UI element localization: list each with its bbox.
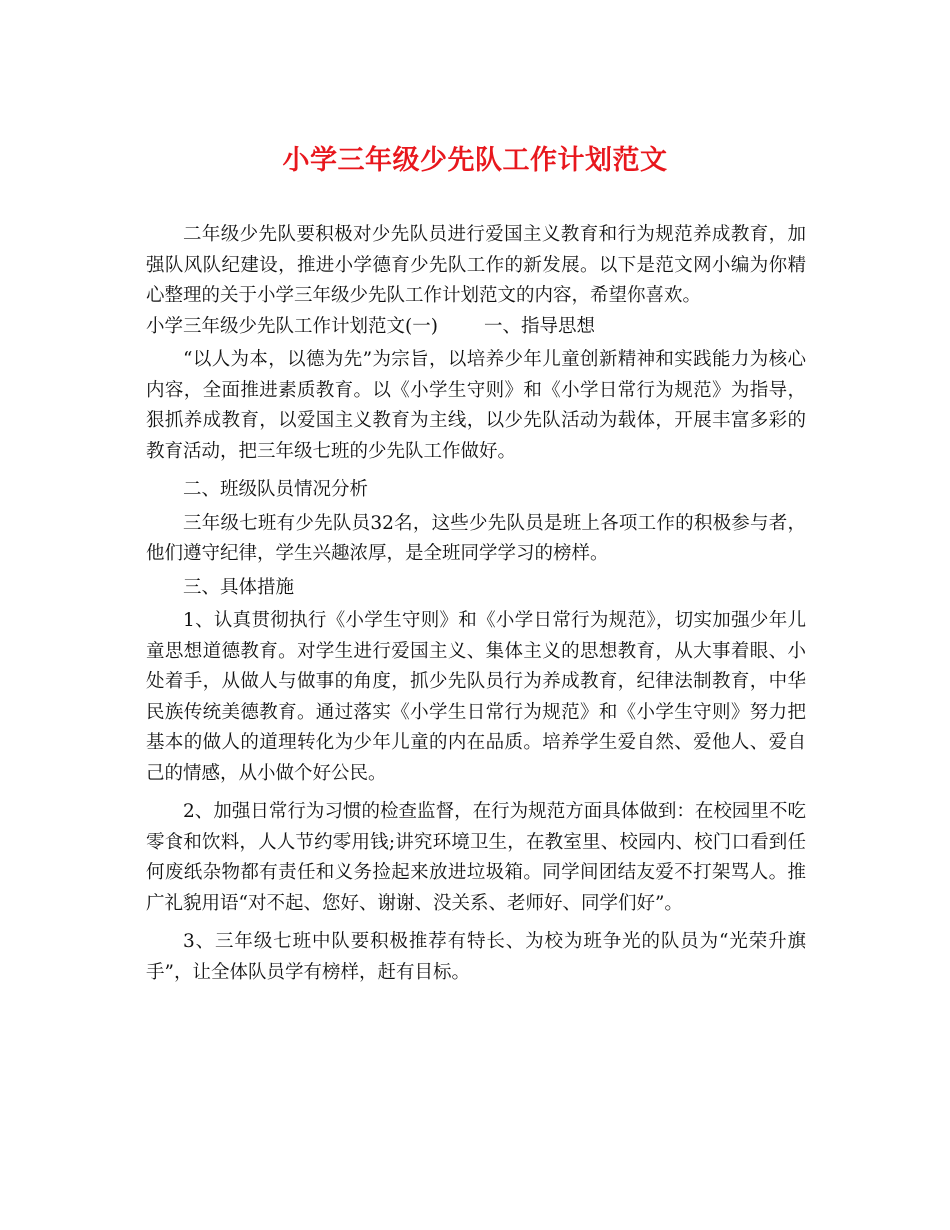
intro-paragraph: 二年级少先队要积极对少先队员进行爱国主义教育和行为规范养成教育，加强队风队纪建设，推进小学德育少先队工作的新发展。以下是范文网小编为你精心整理的关于小学三年级少先队工作计划范文的内容，希望你喜欢。 bbox=[146, 224, 806, 306]
document-body bbox=[146, 220, 806, 988]
guiding-thought-paragraph: “以人为本，以德为先”为宗旨，以培养少年儿童创新精神和实践能力为核心内容，全面推进素质教育。以《小学生守则》和《小学日常行为规范》为指导，狠抓养成教育，以爱国主义教育为主线，以少先队活动为载体，开展丰富多彩的教育活动，把三年级七班的少先队工作做好。 bbox=[146, 349, 806, 462]
measure-1-paragraph: 1、认真贯彻执行《小学生守则》和《小学日常行为规范》，切实加强少年儿童思想道德教育。对学生进行爱国主义、集体主义的思想教育，从大事着眼、小处着手，从做人与做事的角度，抓少先队员行为养成教育，纪律法制教育，中华民族传统美德教育。通过落实《小学生日常行为规范》和《小学生守则》努力把基本的做人的道理转化为少年儿童的内在品质。培养学生爱自然、爱他人、爱自己的情感，从小做个好公民。 bbox=[146, 610, 806, 784]
section-title-line bbox=[146, 312, 806, 343]
measure-2-paragraph: 2、加强日常行为习惯的检查监督，在行为规范方面具体做到：在校园里不吃零食和饮料，人人节约零用钱;讲究环境卫生，在教室里、校园内、校门口看到任何废纸杂物都有责任和义务捡起来放进垃圾箱。同学间团结友爱不打架骂人。推广礼貌用语“对不起、您好、谢谢、没关系、老师好、同学们好”。 bbox=[146, 801, 806, 914]
measure-3-paragraph: 3、三年级七班中队要积极推荐有特长、为校为班争光的队员为“光荣升旗手”，让全体队员学有榜样，赶有目标。 bbox=[146, 931, 806, 983]
heading-guiding-thought: 一、指导思想 bbox=[483, 315, 595, 337]
section-title: 小学三年级少先队工作计划范文(一) bbox=[146, 315, 438, 337]
heading-measures: 三、具体措施 bbox=[183, 576, 295, 598]
heading-class-analysis: 二、班级队员情况分析 bbox=[183, 479, 369, 500]
class-analysis-paragraph: 三年级七班有少先队员32名，这些少先队员是班上各项工作的积极参与者，他们遵守纪律，学生兴趣浓厚，是全班同学学习的榜样。 bbox=[146, 512, 806, 564]
document-title: 小学三年级少先队工作计划范文 bbox=[282, 145, 668, 176]
